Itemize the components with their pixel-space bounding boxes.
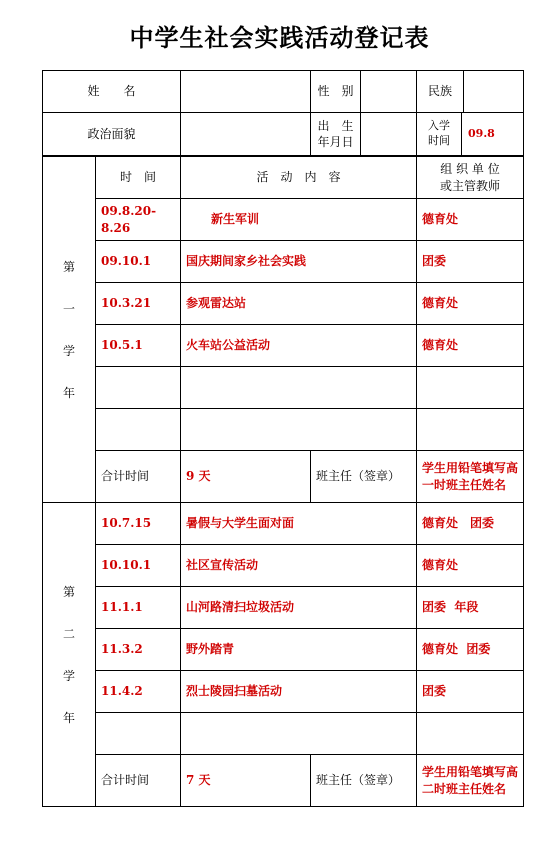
year1-total-row [43, 451, 524, 503]
form-title: 中学生社会实践活动登记表 [129, 23, 430, 52]
total-time-value[interactable]: 9 天 [181, 451, 311, 503]
activity-time[interactable]: 09.8.20-8.26 [96, 199, 181, 241]
activity-content-empty[interactable] [181, 409, 417, 451]
activity-content[interactable]: 火车站公益活动 [181, 325, 417, 367]
total-time-label: 合计时间 [96, 451, 181, 503]
year2-char-1: 第 [62, 584, 75, 599]
activity-content[interactable]: 烈士陵园扫墓活动 [181, 671, 417, 713]
table-row [43, 587, 524, 629]
year1-header-row [43, 156, 524, 199]
activity-content[interactable]: 社区宣传活动 [181, 545, 417, 587]
activity-content[interactable]: 野外踏青 [181, 629, 417, 671]
header-org-line2: 或主管教师 [440, 178, 501, 193]
activity-time-empty[interactable] [96, 409, 181, 451]
year2-char-4: 年 [62, 710, 75, 725]
activity-org[interactable]: 德育处 团委 [417, 629, 524, 671]
ethnicity-label: 民族 [417, 71, 464, 112]
ethnicity-cell[interactable] [417, 71, 524, 113]
birth-label [311, 113, 361, 157]
teacher-label: 班主任（签章） [311, 451, 417, 503]
activity-content[interactable]: 山河路清扫垃圾活动 [181, 587, 417, 629]
activity-org-empty[interactable] [417, 713, 524, 755]
activity-org-empty[interactable] [417, 367, 524, 409]
teacher-note[interactable]: 学生用铅笔填写高一时班主任姓名 [417, 451, 524, 503]
header-org-line1: 组 织 单 位 [440, 162, 500, 177]
table-row [43, 503, 524, 545]
political-label: 政治面貌 [43, 113, 181, 157]
header-time: 时 间 [96, 156, 181, 199]
table-row-empty [43, 713, 524, 755]
gender-label: 性 别 [311, 71, 361, 113]
year2-total-row [43, 755, 524, 807]
activity-org[interactable]: 团委 [417, 671, 524, 713]
enroll-value: 09.8 [468, 126, 495, 140]
activity-org[interactable]: 德育处 [417, 325, 524, 367]
activity-org[interactable]: 团委 年段 [417, 587, 524, 629]
gender-field[interactable] [361, 71, 417, 113]
table-row [43, 545, 524, 587]
enroll-label [417, 113, 462, 155]
table-row-empty [43, 409, 524, 451]
activity-time[interactable]: 10.3.21 [96, 283, 181, 325]
name-field[interactable] [181, 71, 311, 113]
activity-time[interactable]: 09.10.1 [96, 241, 181, 283]
activity-time[interactable]: 10.7.15 [96, 503, 181, 545]
activity-time[interactable]: 10.10.1 [96, 545, 181, 587]
year1-char-3: 学 [62, 343, 75, 358]
activity-time-empty[interactable] [96, 367, 181, 409]
activity-content-empty[interactable] [181, 367, 417, 409]
activity-org[interactable]: 团委 [417, 241, 524, 283]
year1-char-2: 一 [62, 301, 75, 316]
activity-content[interactable]: 暑假与大学生面对面 [181, 503, 417, 545]
table-row [43, 325, 524, 367]
activity-org-empty[interactable] [417, 409, 524, 451]
activity-time[interactable]: 11.1.1 [96, 587, 181, 629]
header-content: 活 动 内 容 [181, 156, 417, 199]
activity-time[interactable]: 10.5.1 [96, 325, 181, 367]
table-row [43, 283, 524, 325]
year2-char-2: 二 [62, 626, 75, 641]
activity-time[interactable]: 11.4.2 [96, 671, 181, 713]
activity-content[interactable]: 参观雷达站 [181, 283, 417, 325]
activity-org[interactable]: 德育处 [417, 283, 524, 325]
total-time-value[interactable]: 7 天 [181, 755, 311, 807]
teacher-label: 班主任（签章） [311, 755, 417, 807]
birth-label-line1: 出 生 [317, 118, 354, 133]
info-row-2 [43, 113, 524, 157]
birth-label-line2: 年月日 [317, 135, 354, 149]
table-row [43, 671, 524, 713]
header-org [417, 156, 524, 199]
enroll-label-line2: 时间 [428, 134, 451, 147]
table-row [43, 629, 524, 671]
activity-org[interactable]: 德育处 [417, 199, 524, 241]
activity-org[interactable]: 德育处 [417, 545, 524, 587]
activity-content[interactable]: 国庆期间家乡社会实践 [181, 241, 417, 283]
registration-form-table [42, 70, 524, 807]
year1-char-1: 第 [62, 259, 75, 274]
enroll-label-line1: 入学 [428, 119, 451, 133]
activity-org[interactable]: 德育处 团委 [417, 503, 524, 545]
name-label: 姓 名 [43, 71, 181, 113]
activity-time-empty[interactable] [96, 713, 181, 755]
year2-label [43, 503, 96, 807]
info-row-1 [43, 71, 524, 113]
total-time-label: 合计时间 [96, 755, 181, 807]
political-field[interactable] [181, 113, 311, 157]
enroll-cell[interactable] [417, 113, 524, 157]
year1-char-4: 年 [62, 385, 75, 400]
activity-time[interactable]: 11.3.2 [96, 629, 181, 671]
year1-label [43, 156, 96, 503]
teacher-note[interactable]: 学生用铅笔填写高二时班主任姓名 [417, 755, 524, 807]
table-row-empty [43, 367, 524, 409]
activity-content[interactable]: 新生军训 [181, 199, 417, 241]
birth-field[interactable] [361, 113, 417, 157]
table-row [43, 241, 524, 283]
year2-char-3: 学 [62, 668, 75, 683]
activity-content-empty[interactable] [181, 713, 417, 755]
table-row [43, 199, 524, 241]
